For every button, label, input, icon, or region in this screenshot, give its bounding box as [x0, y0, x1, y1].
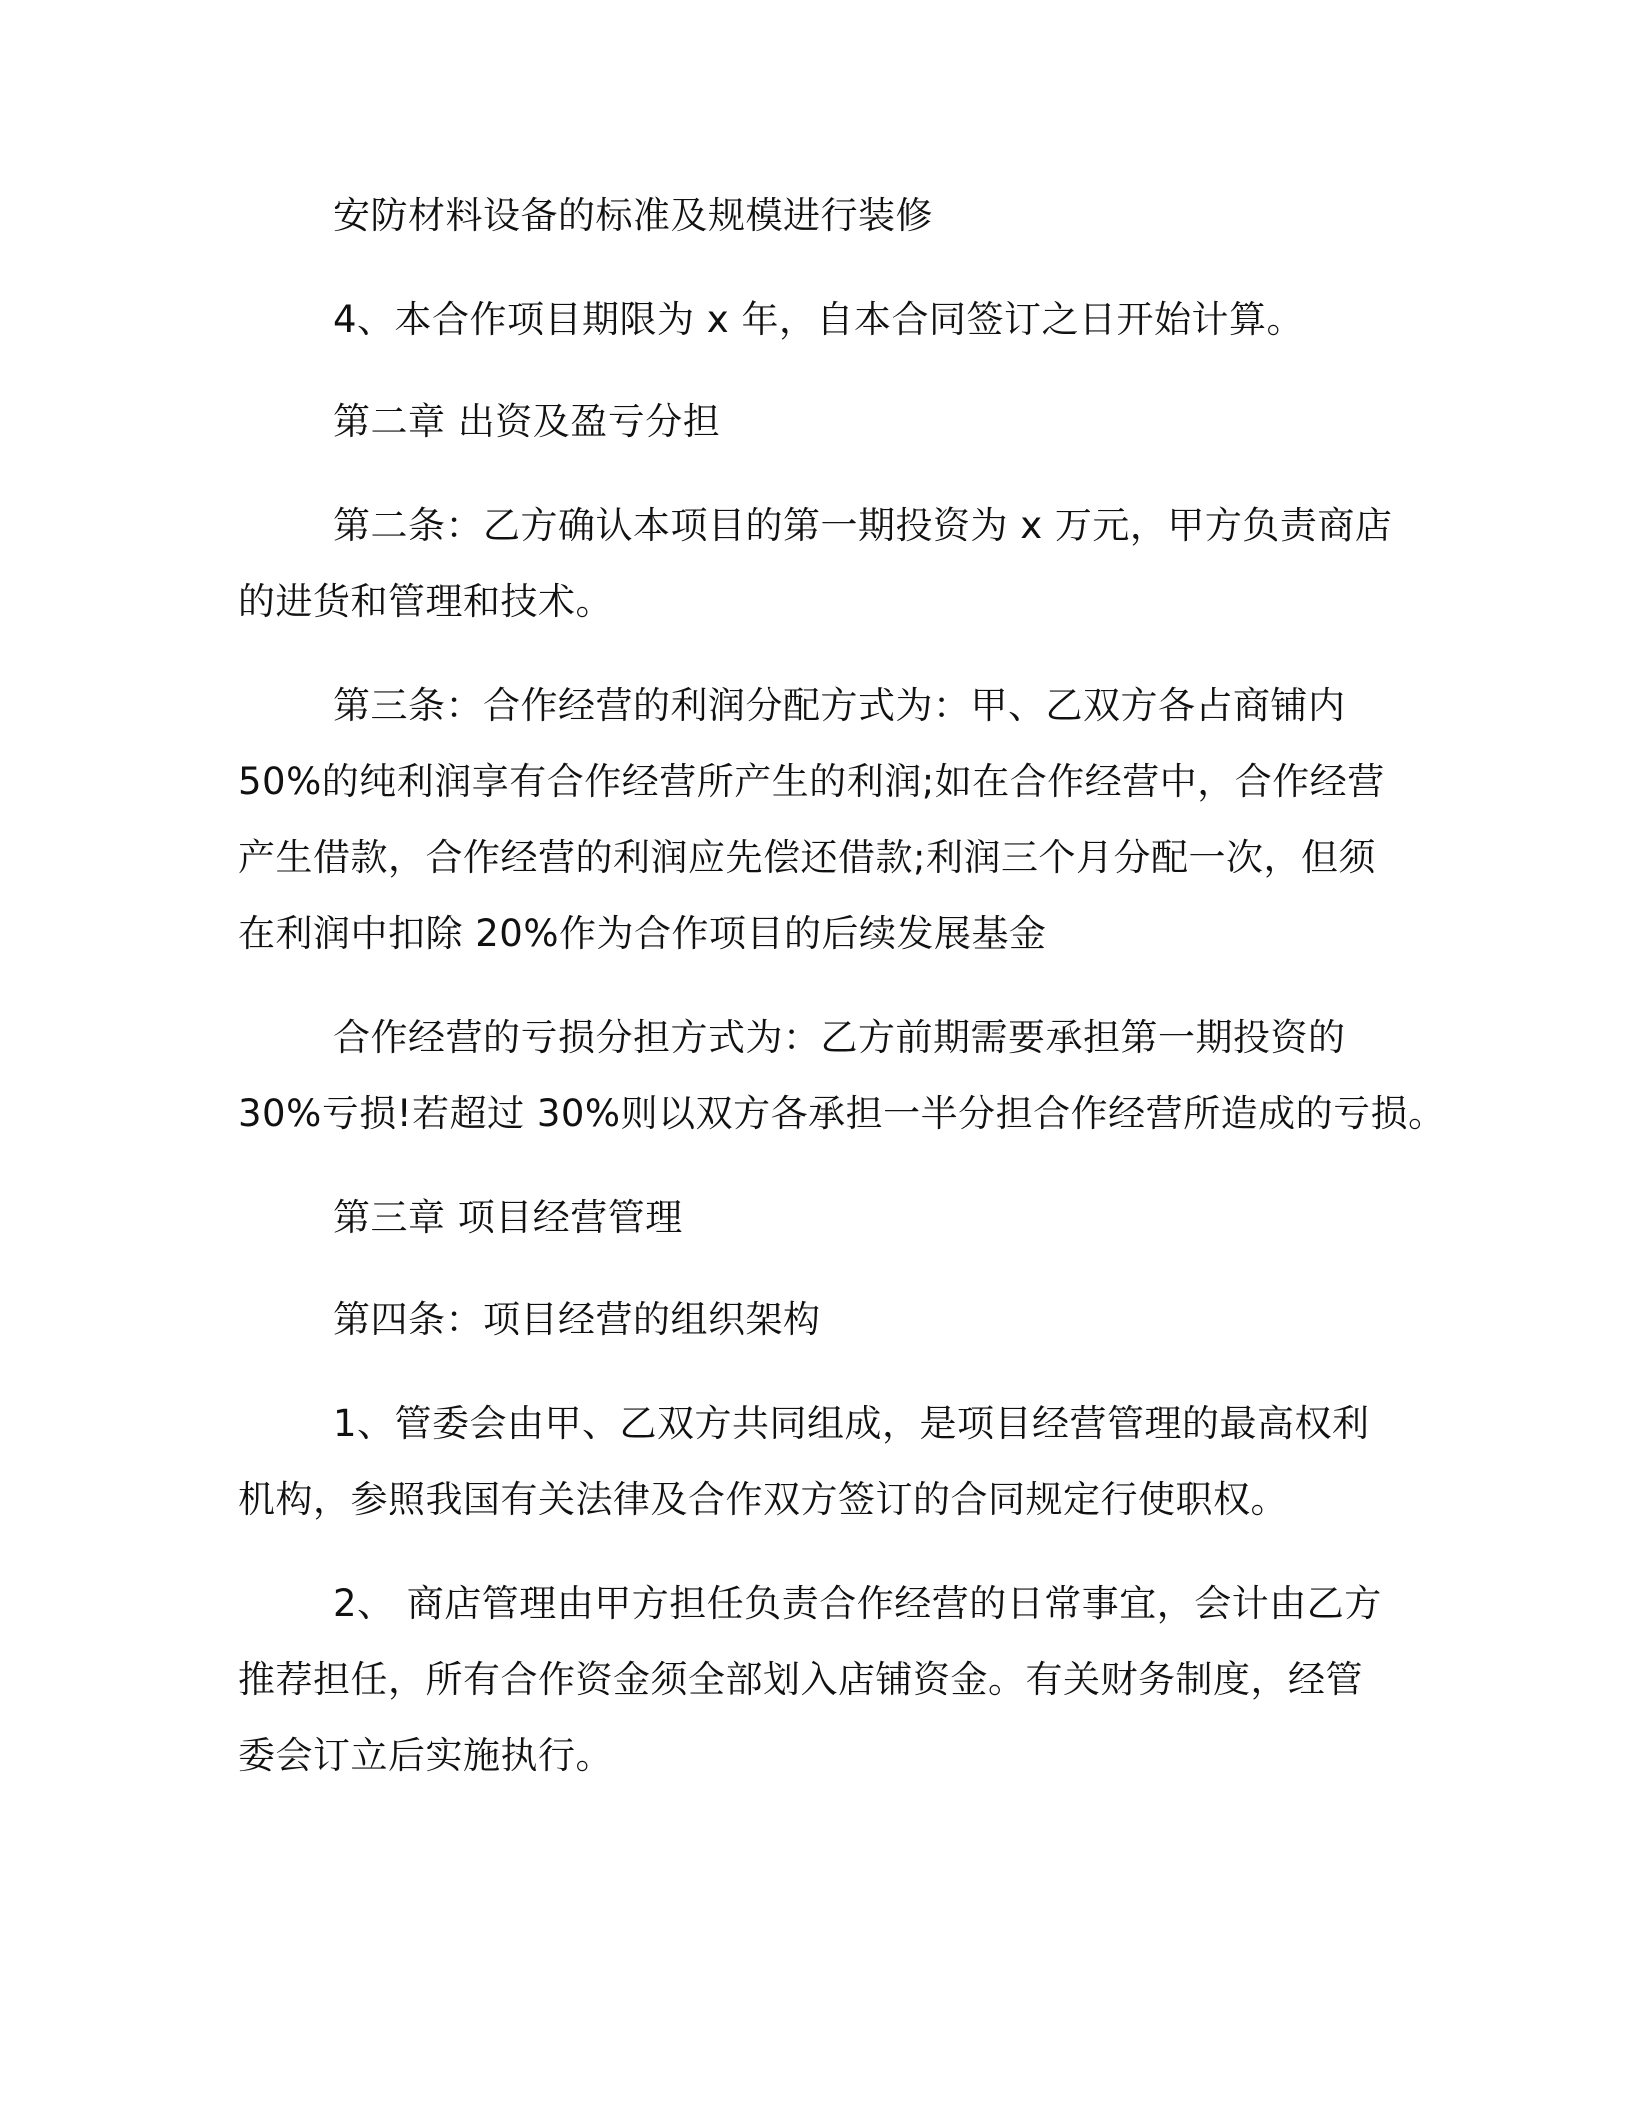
text-line-1: 安防材料设备的标准及规模进行装修: [333, 194, 933, 237]
chapter-heading-3: 第三章 项目经营管理: [333, 1196, 683, 1239]
text-line-16: 2、 商店管理由甲方担任负责合作经营的日常事宜，会计由乙方: [333, 1582, 1382, 1625]
text-line-10: 合作经营的亏损分担方式为：乙方前期需要承担第一期投资的: [333, 1016, 1346, 1059]
text-line-17: 推荐担任，所有合作资金须全部划入店铺资金。有关财务制度，经管: [238, 1658, 1363, 1701]
chapter-heading-2: 第二章 出资及盈亏分担: [333, 400, 721, 443]
text-line-7: 50%的纯利润享有合作经营所产生的利润;如在合作经营中，合作经营: [238, 760, 1385, 803]
text-line-18: 委会订立后实施执行。: [238, 1734, 613, 1777]
text-line-6: 第三条：合作经营的利润分配方式为：甲、乙双方各占商铺内: [333, 684, 1346, 727]
text-line-11: 30%亏损!若超过 30%则以双方各承担一半分担合作经营所造成的亏损。: [238, 1092, 1446, 1135]
text-line-14: 1、管委会由甲、乙双方共同组成，是项目经营管理的最高权利: [333, 1402, 1370, 1445]
text-line-5: 的进货和管理和技术。: [238, 580, 613, 623]
text-line-2: 4、本合作项目期限为 x 年，自本合同签订之日开始计算。: [333, 298, 1304, 341]
text-line-9: 在利润中扣除 20%作为合作项目的后续发展基金: [238, 912, 1047, 955]
text-line-4: 第二条：乙方确认本项目的第一期投资为 x 万元，甲方负责商店: [333, 504, 1393, 547]
text-line-15: 机构，参照我国有关法律及合作双方签订的合同规定行使职权。: [238, 1478, 1288, 1521]
text-line-8: 产生借款，合作经营的利润应先偿还借款;利润三个月分配一次，但须: [238, 836, 1376, 879]
text-line-13: 第四条：项目经营的组织架构: [333, 1298, 821, 1341]
